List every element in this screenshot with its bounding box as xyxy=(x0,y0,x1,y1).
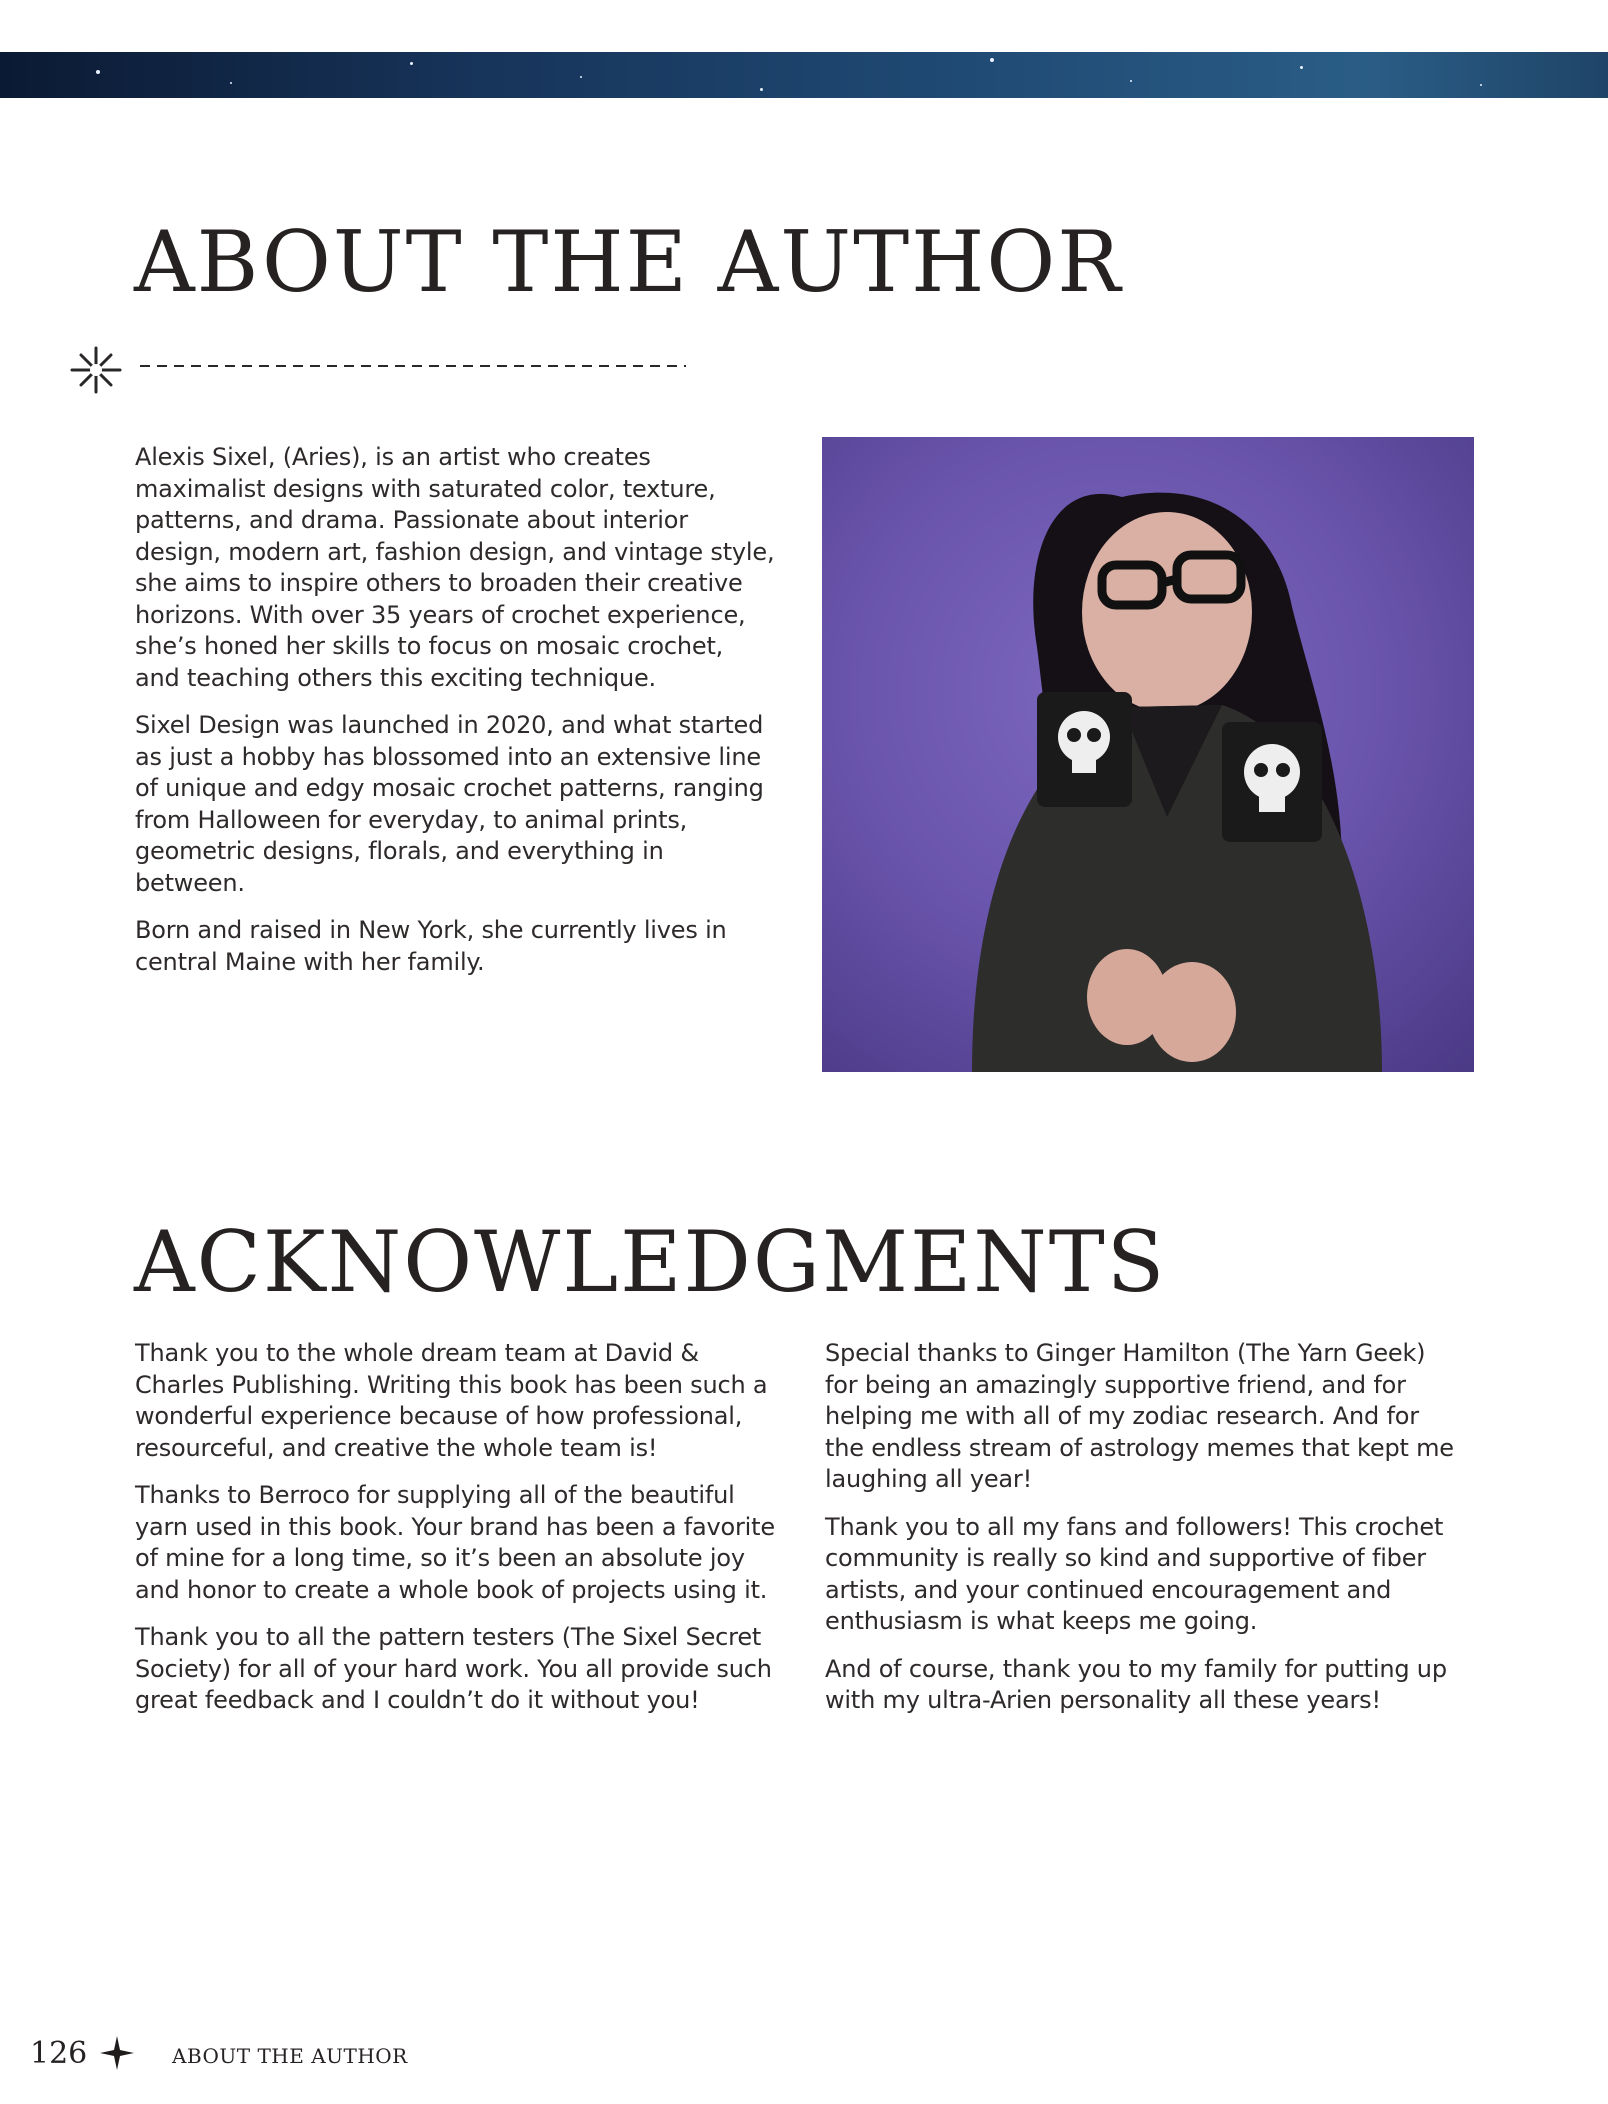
about-paragraph: Alexis Sixel, (Aries), is an artist who creates maximalist designs with saturated color, texture, patterns, and drama. Passionate about interior design, modern art, fashion design, and vintage style, she aims to inspire others to broaden their creative horizons. With over 35 years of crochet experience, she’s honed her skills to focus on mosaic crochet, and teaching others this exciting technique. xyxy=(135,443,775,692)
running-head: ABOUT THE AUTHOR xyxy=(172,2044,408,2068)
about-paragraph: Born and raised in New York, she currently lives in central Maine with her family. xyxy=(135,916,727,976)
acknowledgments-left-column xyxy=(135,1338,775,1733)
four-point-star-icon xyxy=(100,2036,134,2070)
about-paragraph: Sixel Design was launched in 2020, and what started as just a hobby has blossomed into an extensive line of unique and edgy mosaic crochet patterns, ranging from Halloween for everyday, to animal prints, geometric designs, florals, and everything in between. xyxy=(135,711,764,897)
about-the-author-heading: ABOUT THE AUTHOR xyxy=(134,213,1123,311)
acknowledgment-paragraph: Thank you to the whole dream team at David & Charles Publishing. Writing this book has been such a wonderful experience because of how professional, resourceful, and creative the whole team is! xyxy=(135,1339,768,1462)
starry-header-band xyxy=(0,52,1608,98)
about-author-text xyxy=(135,442,775,994)
page-number: 126 xyxy=(30,2036,88,2071)
sparkle-star-icon xyxy=(66,344,686,396)
acknowledgment-paragraph: Thanks to Berroco for supplying all of the beautiful yarn used in this book. Your brand has been a favorite of mine for a long time, so it’s been an absolute joy and honor to create a whole book of projects using it. xyxy=(135,1481,775,1604)
acknowledgments-heading: ACKNOWLEDGMENTS xyxy=(134,1213,1167,1311)
acknowledgment-paragraph: Thank you to all the pattern testers (The Sixel Secret Society) for all of your hard work. You all provide such great feedback and I couldn’t do it without you! xyxy=(135,1623,772,1714)
acknowledgments-right-column xyxy=(825,1338,1465,1733)
author-photo xyxy=(822,437,1474,1072)
acknowledgment-paragraph: Special thanks to Ginger Hamilton (The Yarn Geek) for being an amazingly supportive friend, and for helping me with all of my zodiac research. And for the endless stream of astrology memes that kept me laughing all year! xyxy=(825,1339,1454,1493)
acknowledgment-paragraph: Thank you to all my fans and followers! This crochet community is really so kind and supportive of fiber artists, and your continued encouragement and enthusiasm is what keeps me going. xyxy=(825,1512,1444,1635)
acknowledgment-paragraph: And of course, thank you to my family for putting up with my ultra-Arien personality all these years! xyxy=(825,1654,1447,1714)
